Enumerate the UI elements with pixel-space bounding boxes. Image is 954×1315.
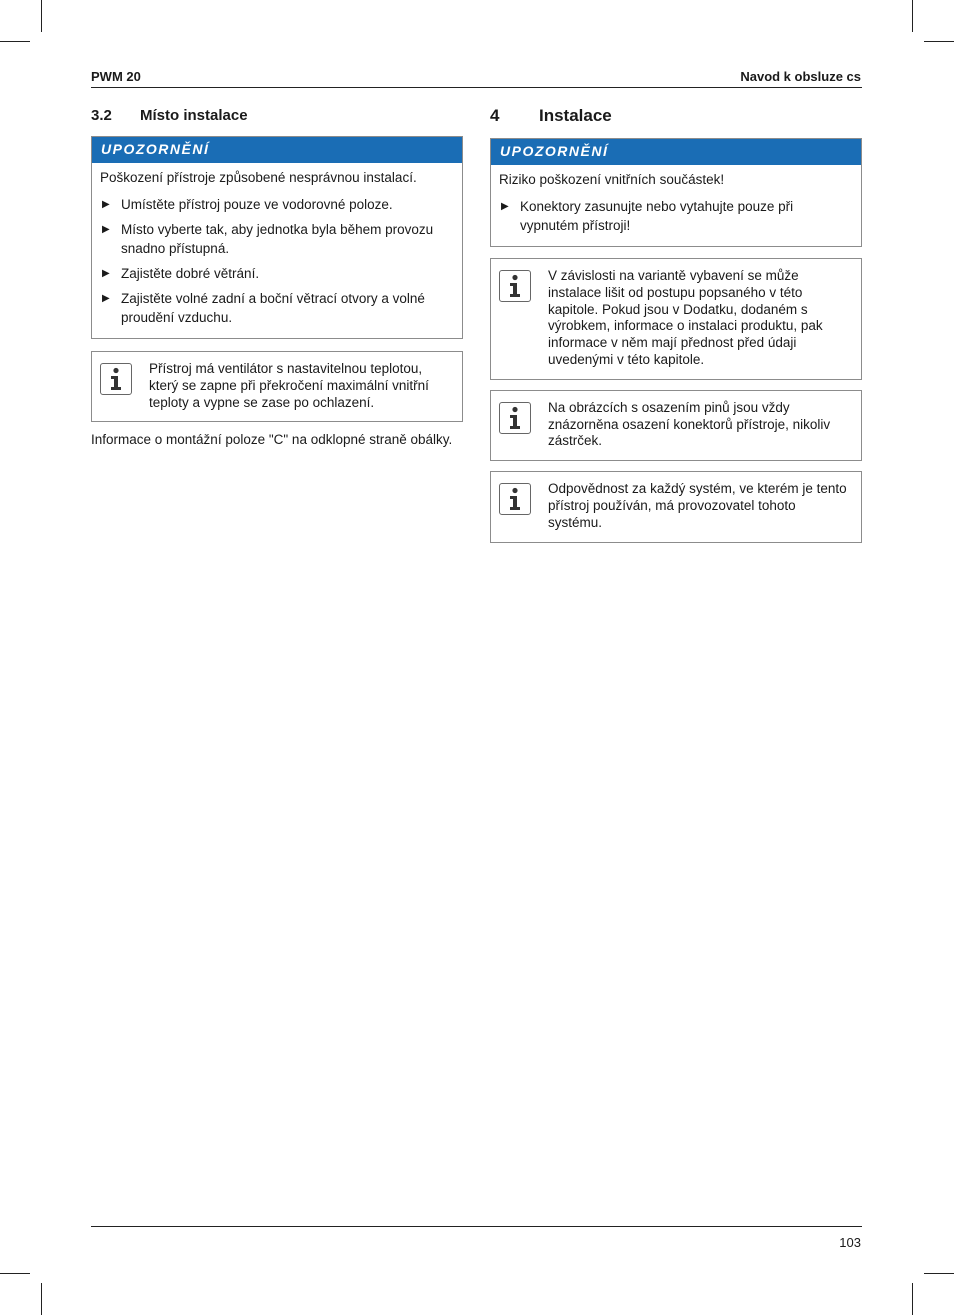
info-text: V závislosti na variantě vybavení se může instalace lišit od postupu popsaného v této kapitole. Pokud jsou v Dodatku, dodaném s výrobkem, informace o instalaci produktu, pak informace v něm mají přednost před údaji uvedenými v této kapitole. xyxy=(548,268,823,367)
crop-mark xyxy=(912,1283,913,1315)
info-icon xyxy=(100,363,132,395)
warning-lead: Riziko poškození vnitřních součástek! xyxy=(499,172,725,187)
page-number: 103 xyxy=(839,1235,861,1250)
list-item: ▶ Zajistěte dobré větrání. xyxy=(102,266,260,281)
header-product: PWM 20 xyxy=(91,69,141,84)
section-heading-installation xyxy=(490,106,862,126)
info-text: Přístroj má ventilátor s nastavitelnou teplotou, který se zapne při překročení maximální vnitřní teploty a vypne se zase po ochlazení. xyxy=(149,361,429,410)
info-box xyxy=(490,390,862,461)
info-box xyxy=(91,351,463,422)
section-title: Instalace xyxy=(539,106,612,125)
info-text: Odpovědnost za každý systém, ve kterém je tento přístroj používán, má provozovatel tohoto systému. xyxy=(548,481,847,530)
crop-mark xyxy=(912,0,913,32)
header-divider xyxy=(91,87,862,88)
warning-box xyxy=(91,136,463,339)
warning-title: UPOZORNĚNÍ xyxy=(491,139,861,165)
info-icon xyxy=(499,270,531,302)
warning-body xyxy=(491,165,861,246)
triangle-bullet-icon: ▶ xyxy=(102,268,110,279)
warning-lead: Poškození přístroje způsobené nesprávnou instalací. xyxy=(100,170,417,185)
section-heading-installation-site xyxy=(91,106,463,124)
triangle-bullet-icon: ▶ xyxy=(501,201,509,212)
info-box xyxy=(490,471,862,542)
info-text: Na obrázcích s osazením pinů jsou vždy znázorněna osazení konektorů přístroje, nikoliv zástrček. xyxy=(548,399,831,449)
warning-list xyxy=(100,195,454,327)
crop-mark xyxy=(924,1273,954,1274)
crop-mark xyxy=(41,1283,42,1315)
section-title: Místo instalace xyxy=(140,107,248,124)
triangle-bullet-icon: ▶ xyxy=(102,293,110,304)
section-number: 3.2 xyxy=(91,107,112,124)
triangle-bullet-icon: ▶ xyxy=(102,224,110,235)
warning-box xyxy=(490,138,862,247)
info-icon xyxy=(499,483,531,515)
triangle-bullet-icon: ▶ xyxy=(102,199,110,210)
header-manual-title: Navod k obsluze cs xyxy=(740,69,861,84)
footer-divider xyxy=(91,1226,862,1227)
warning-body xyxy=(92,163,462,338)
warning-list xyxy=(499,197,853,235)
list-item: ▶ Konektory zasunujte nebo vytahujte pouze při vypnutém přístroji! xyxy=(501,199,794,233)
left-column xyxy=(91,106,463,449)
info-box xyxy=(490,258,862,380)
crop-mark xyxy=(0,1273,30,1274)
info-icon xyxy=(499,402,531,434)
list-item: ▶ Zajistěte volné zadní a boční větrací otvory a volné proudění vzduchu. xyxy=(102,291,425,325)
warning-title: UPOZORNĚNÍ xyxy=(92,137,462,163)
mounting-position-note: Informace o montážní poloze "C" na odklopné straně obálky. xyxy=(91,432,453,448)
list-item: ▶ Umístěte přístroj pouze ve vodorovné poloze. xyxy=(102,197,393,212)
list-item: ▶ Místo vyberte tak, aby jednotka byla během provozu snadno přístupná. xyxy=(102,222,434,256)
crop-mark xyxy=(924,41,954,42)
right-column xyxy=(490,106,862,553)
section-number: 4 xyxy=(490,106,500,125)
crop-mark xyxy=(0,41,30,42)
crop-mark xyxy=(41,0,42,32)
